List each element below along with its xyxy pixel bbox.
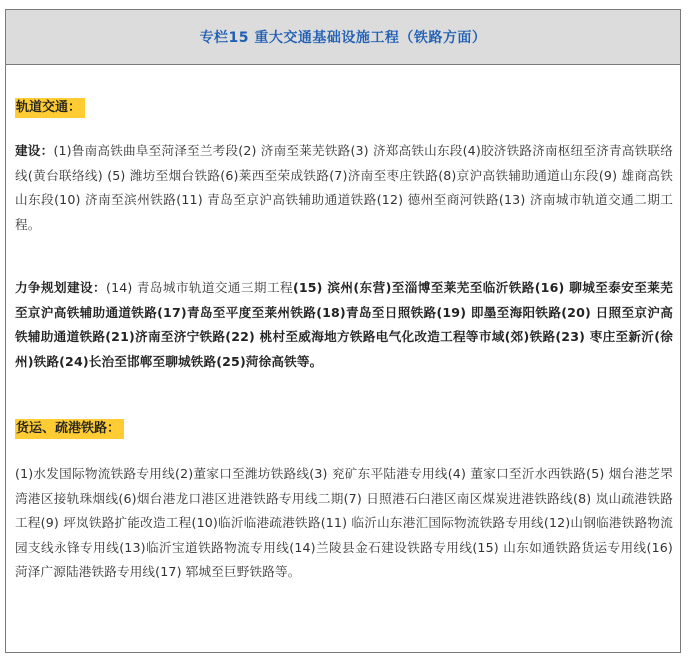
section-heading-freight-rail [15,417,124,439]
highlighted-heading: 货运、疏港铁路： [15,419,124,439]
freight-text: (1)水发国际物流铁路专用线(2)董家口至潍坊铁路线(3) 兖矿东平陆港专用线(4) 董家口至沂水西铁路(5) 烟台港芝罘湾港区接轨珠烟线(6)烟台港龙口港区进港铁路专用线二期(7) 日照港石臼港区南区煤炭进港铁路线(8) 岚山疏港铁路工程(9) 坪岚铁路扩能改造工程(10)临沂临港疏港铁路(11) 临沂山东港汇国际物流铁路专用线(12)山钢临港铁路物流园支线永锋专用线(13)临沂宝道铁路物流专用线(14)兰陵县金石建设铁路专用线(15) 山东如通铁路货运专用线(16) 菏泽广源陆港铁路专用线(17) 郓城至巨野铁路等。 [15,466,673,579]
construction-paragraph [15,139,673,237]
planning-text-bold: (15) 滨州(东营)至淄博至莱芜至临沂铁路(16) 聊城至泰安至莱芜至京沪高铁辅助通道铁路(17)青岛至平度至莱州铁路(18)青岛至日照铁路(19) 即墨至海阳铁路(20) 日照至京沪高铁辅助通道铁路(21)济南至济宁铁路(22) 桃村至威海地方铁路电气化改造工程等市域(郊)铁路(23) 枣庄至新沂(徐州)铁路(24)长治至邯郸至聊城铁路(25)菏徐高铁等。 [15,280,673,369]
freight-paragraph [15,462,673,585]
construction-label: 建设： [15,143,54,158]
column-box [5,9,681,653]
planning-paragraph [15,276,673,374]
column-title: 专栏15 重大交通基础设施工程（铁路方面） [199,30,487,46]
construction-text: (1)鲁南高铁曲阜至菏泽至兰考段(2) 济南至莱芜铁路(3) 济郑高铁山东段(4)胶济铁路济南枢纽至济青高铁联络线(黄台联络线) (5) 潍坊至烟台铁路(6)莱西至荣成铁路(7)济南至枣庄铁路(8)京沪高铁辅助通道山东段(9) 雄商高铁山东段(10) 济南至滨州铁路(11) 青岛至京沪高铁辅助通道铁路(12) 德州至商河铁路(13) 济南城市轨道交通二期工程。 [15,143,674,232]
section-heading-rail-transit [15,96,85,118]
planning-text-normal: (14) 青岛城市轨道交通三期工程 [106,280,293,295]
title-bar [6,10,680,65]
planning-label: 力争规划建设： [15,280,107,295]
highlighted-heading: 轨道交通： [15,98,85,118]
